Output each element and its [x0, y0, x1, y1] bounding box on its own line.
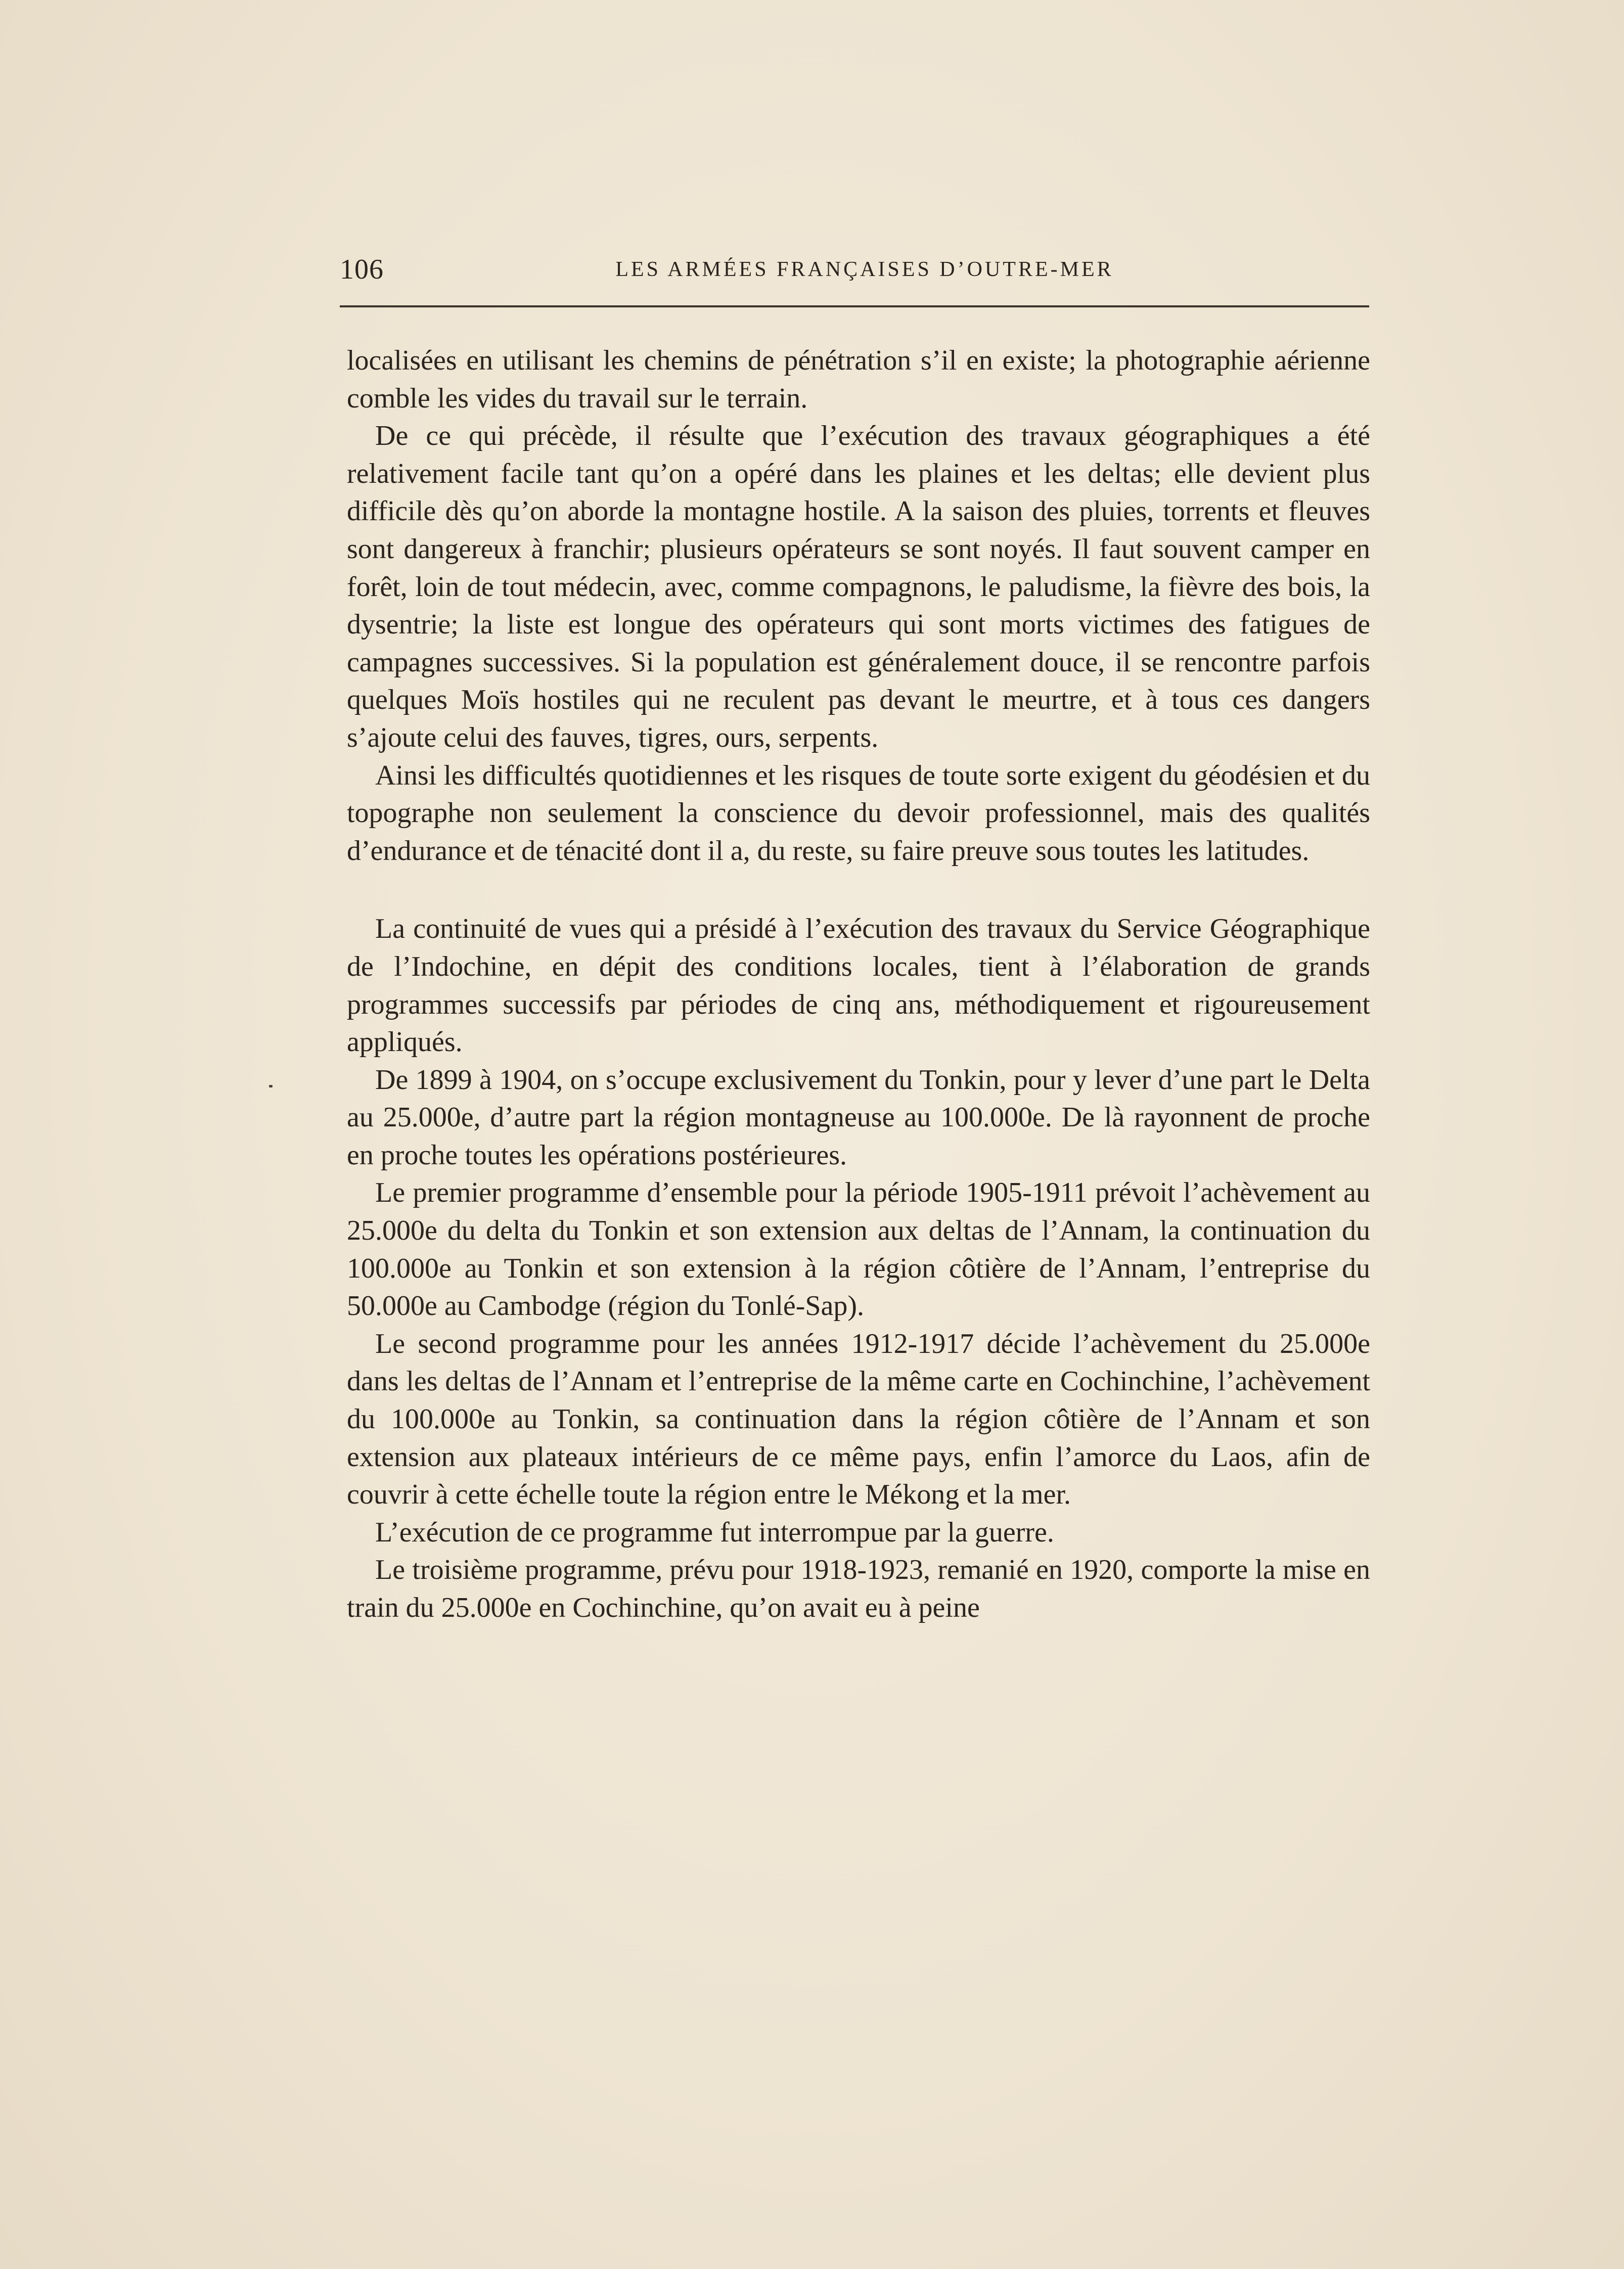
header-rule	[340, 305, 1369, 307]
body-text	[347, 342, 1370, 1627]
section-break	[347, 870, 1370, 910]
paragraph-war-interruption: L’exécution de ce programme fut interrompue par la guerre.	[375, 1516, 1054, 1548]
paragraph-difficulties: De ce qui précède, il résulte que l’exécution des travaux géographiques a été relativement facile tant qu’on a opéré dans les plaines et les deltas; elle devient plus difficile dès qu’on aborde la montagne hostile. A la saison des pluies, torrents et fleuves sont dangereux à franchir; plusieurs opérateurs se sont noyés. Il faut souvent camper en forêt, loin de tout médecin, avec, comme compagnons, le paludisme, la fièvre des bois, la dysentrie; la liste est longue des opérateurs qui sont morts victimes des fatigues de campagnes successives. Si la population est généralement douce, il se rencontre parfois quelques Moïs hostiles qui ne reculent pas devant le meurtre, et à tous ces dangers s’ajoute celui des fauves, tigres, ours, serpents.	[347, 420, 1370, 753]
paragraph-programmes: La continuité de vues qui a présidé à l’exécution des travaux du Service Géographique de l’Indochine, en dépit des conditions locales, tient à l’élaboration de grands programmes successifs par périodes de cinq ans, méthodiquement et rigoureusement appliqués.	[347, 913, 1370, 1058]
paragraph-qualities: Ainsi les difficultés quotidiennes et les risques de toute sorte exigent du géodésien et du topographe non seulement la conscience du devoir professionnel, mais des qualités d’endurance et de ténacité dont il a, du reste, su faire preuve sous toutes les latitudes.	[347, 759, 1370, 867]
paragraph-first-programme: Le premier programme d’ensemble pour la période 1905-1911 prévoit l’achèvement au 25.000e du delta du Tonkin et son extension aux deltas de l’Annam, la continuation du 100.000e au Tonkin et son extension à la région côtière de l’Annam, l’entreprise du 50.000e au Cambodge (région du Tonlé-Sap).	[347, 1177, 1370, 1322]
paragraph-second-programme: Le second programme pour les années 1912-1917 décide l’achèvement du 25.000e dans les deltas de l’Annam et l’entreprise de la même carte en Cochinchine, l’achèvement du 100.000e au Tonkin, sa continuation dans la région côtière de l’Annam et son extension aux plateaux intérieurs de ce même pays, enfin l’amorce du Laos, afin de couvrir à cette échelle toute la région entre le Mékong et la mer.	[347, 1328, 1370, 1511]
paper-speck	[269, 1085, 273, 1087]
running-head: LES ARMÉES FRANÇAISES D’OUTRE-MER	[615, 258, 1114, 281]
paragraph-third-programme: Le troisième programme, prévu pour 1918-1923, remanié en 1920, comporte la mise en train du 25.000e en Cochinchine, qu’on avait eu à peine	[347, 1554, 1370, 1623]
page-number: 106	[340, 254, 384, 285]
page-header	[340, 252, 1369, 287]
paragraph-1899-1904: De 1899 à 1904, on s’occupe exclusivement du Tonkin, pour y lever d’une part le Delta au 25.000e, d’autre part la région montagneuse au 100.000e. De là rayonnent de proche en proche toutes les opérations postérieures.	[347, 1064, 1370, 1171]
paragraph-continuation: localisées en utilisant les chemins de pénétration s’il en existe; la photographie aérienne comble les vides du travail sur le terrain.	[347, 345, 1370, 414]
